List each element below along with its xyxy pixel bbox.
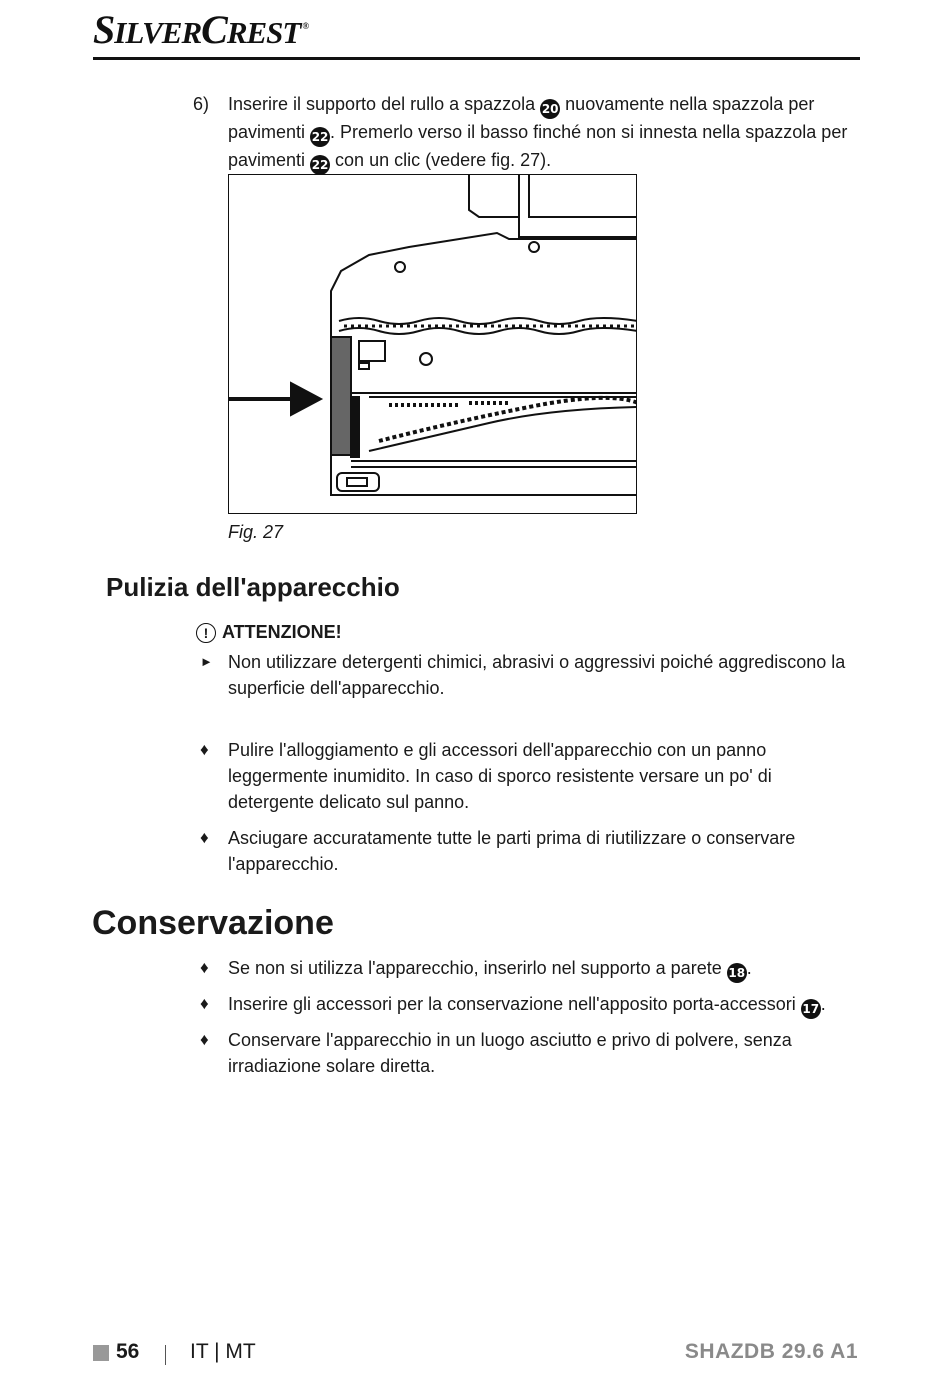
- ref-badge: 20: [540, 99, 560, 119]
- warning-item: ► Non utilizzare detergenti chimici, abrasivi o aggressivi poiché aggrediscono la superficie dell'apparecchio.: [200, 649, 860, 701]
- step-number: 6): [193, 94, 210, 114]
- ref-badge: 18: [727, 963, 747, 983]
- ref-badge: 22: [310, 155, 330, 175]
- footer-divider: [165, 1345, 166, 1365]
- language-code: IT | MT: [190, 1340, 256, 1363]
- silvercrest-logo: SILVERCREST ®: [93, 7, 309, 52]
- section-heading-cleaning: Pulizia dell'apparecchio: [106, 572, 400, 602]
- step-6: [193, 91, 853, 175]
- list-item: ♦ Conservare l'apparecchio in un luogo asciutto e privo di polvere, senza irradiazione solare diretta.: [200, 1027, 860, 1079]
- model-number: SHAZDB 29.6 A1: [684, 1340, 858, 1363]
- attention-icon: !: [196, 623, 216, 643]
- page-number: 56: [116, 1340, 140, 1363]
- diamond-bullet-icon: ♦: [200, 740, 209, 759]
- diamond-bullet-icon: ♦: [200, 1030, 209, 1049]
- ref-badge: 22: [310, 127, 330, 147]
- diamond-bullet-icon: ♦: [200, 958, 209, 977]
- figure-caption: Fig. 27: [228, 522, 284, 542]
- attention-label: ! ATTENZIONE!: [196, 622, 342, 643]
- footer-square-icon: [93, 1345, 109, 1361]
- header-rule: [93, 57, 860, 60]
- list-item: ♦ Pulire l'alloggiamento e gli accessori dell'apparecchio con un panno leggermente inumidito. In caso di sporco resistente versare un po' di detergente delicato sul panno.: [200, 737, 860, 815]
- ref-badge: 17: [801, 999, 821, 1019]
- diamond-bullet-icon: ♦: [200, 828, 209, 847]
- list-item: ♦ Inserire gli accessori per la conservazione nell'apposito porta-accessori 17.: [200, 991, 860, 1019]
- diamond-bullet-icon: ♦: [200, 994, 209, 1013]
- figure-27-illustration: [228, 174, 637, 514]
- list-item: ♦ Se non si utilizza l'apparecchio, inserirlo nel supporto a parete 18.: [200, 955, 860, 983]
- arrow-bullet-icon: ►: [200, 654, 213, 669]
- step-text: Inserire il supporto del rullo a spazzola 20 nuovamente nella spazzola per pavimenti 22. Premerlo verso il basso finché non si innesta nella spazzola per pavimenti 22 con un clic (vedere fig. 27).: [228, 91, 853, 175]
- section-heading-storage: Conservazione: [92, 904, 334, 942]
- list-item: ♦ Asciugare accuratamente tutte le parti prima di riutilizzare o conservare l'apparecchio.: [200, 825, 860, 877]
